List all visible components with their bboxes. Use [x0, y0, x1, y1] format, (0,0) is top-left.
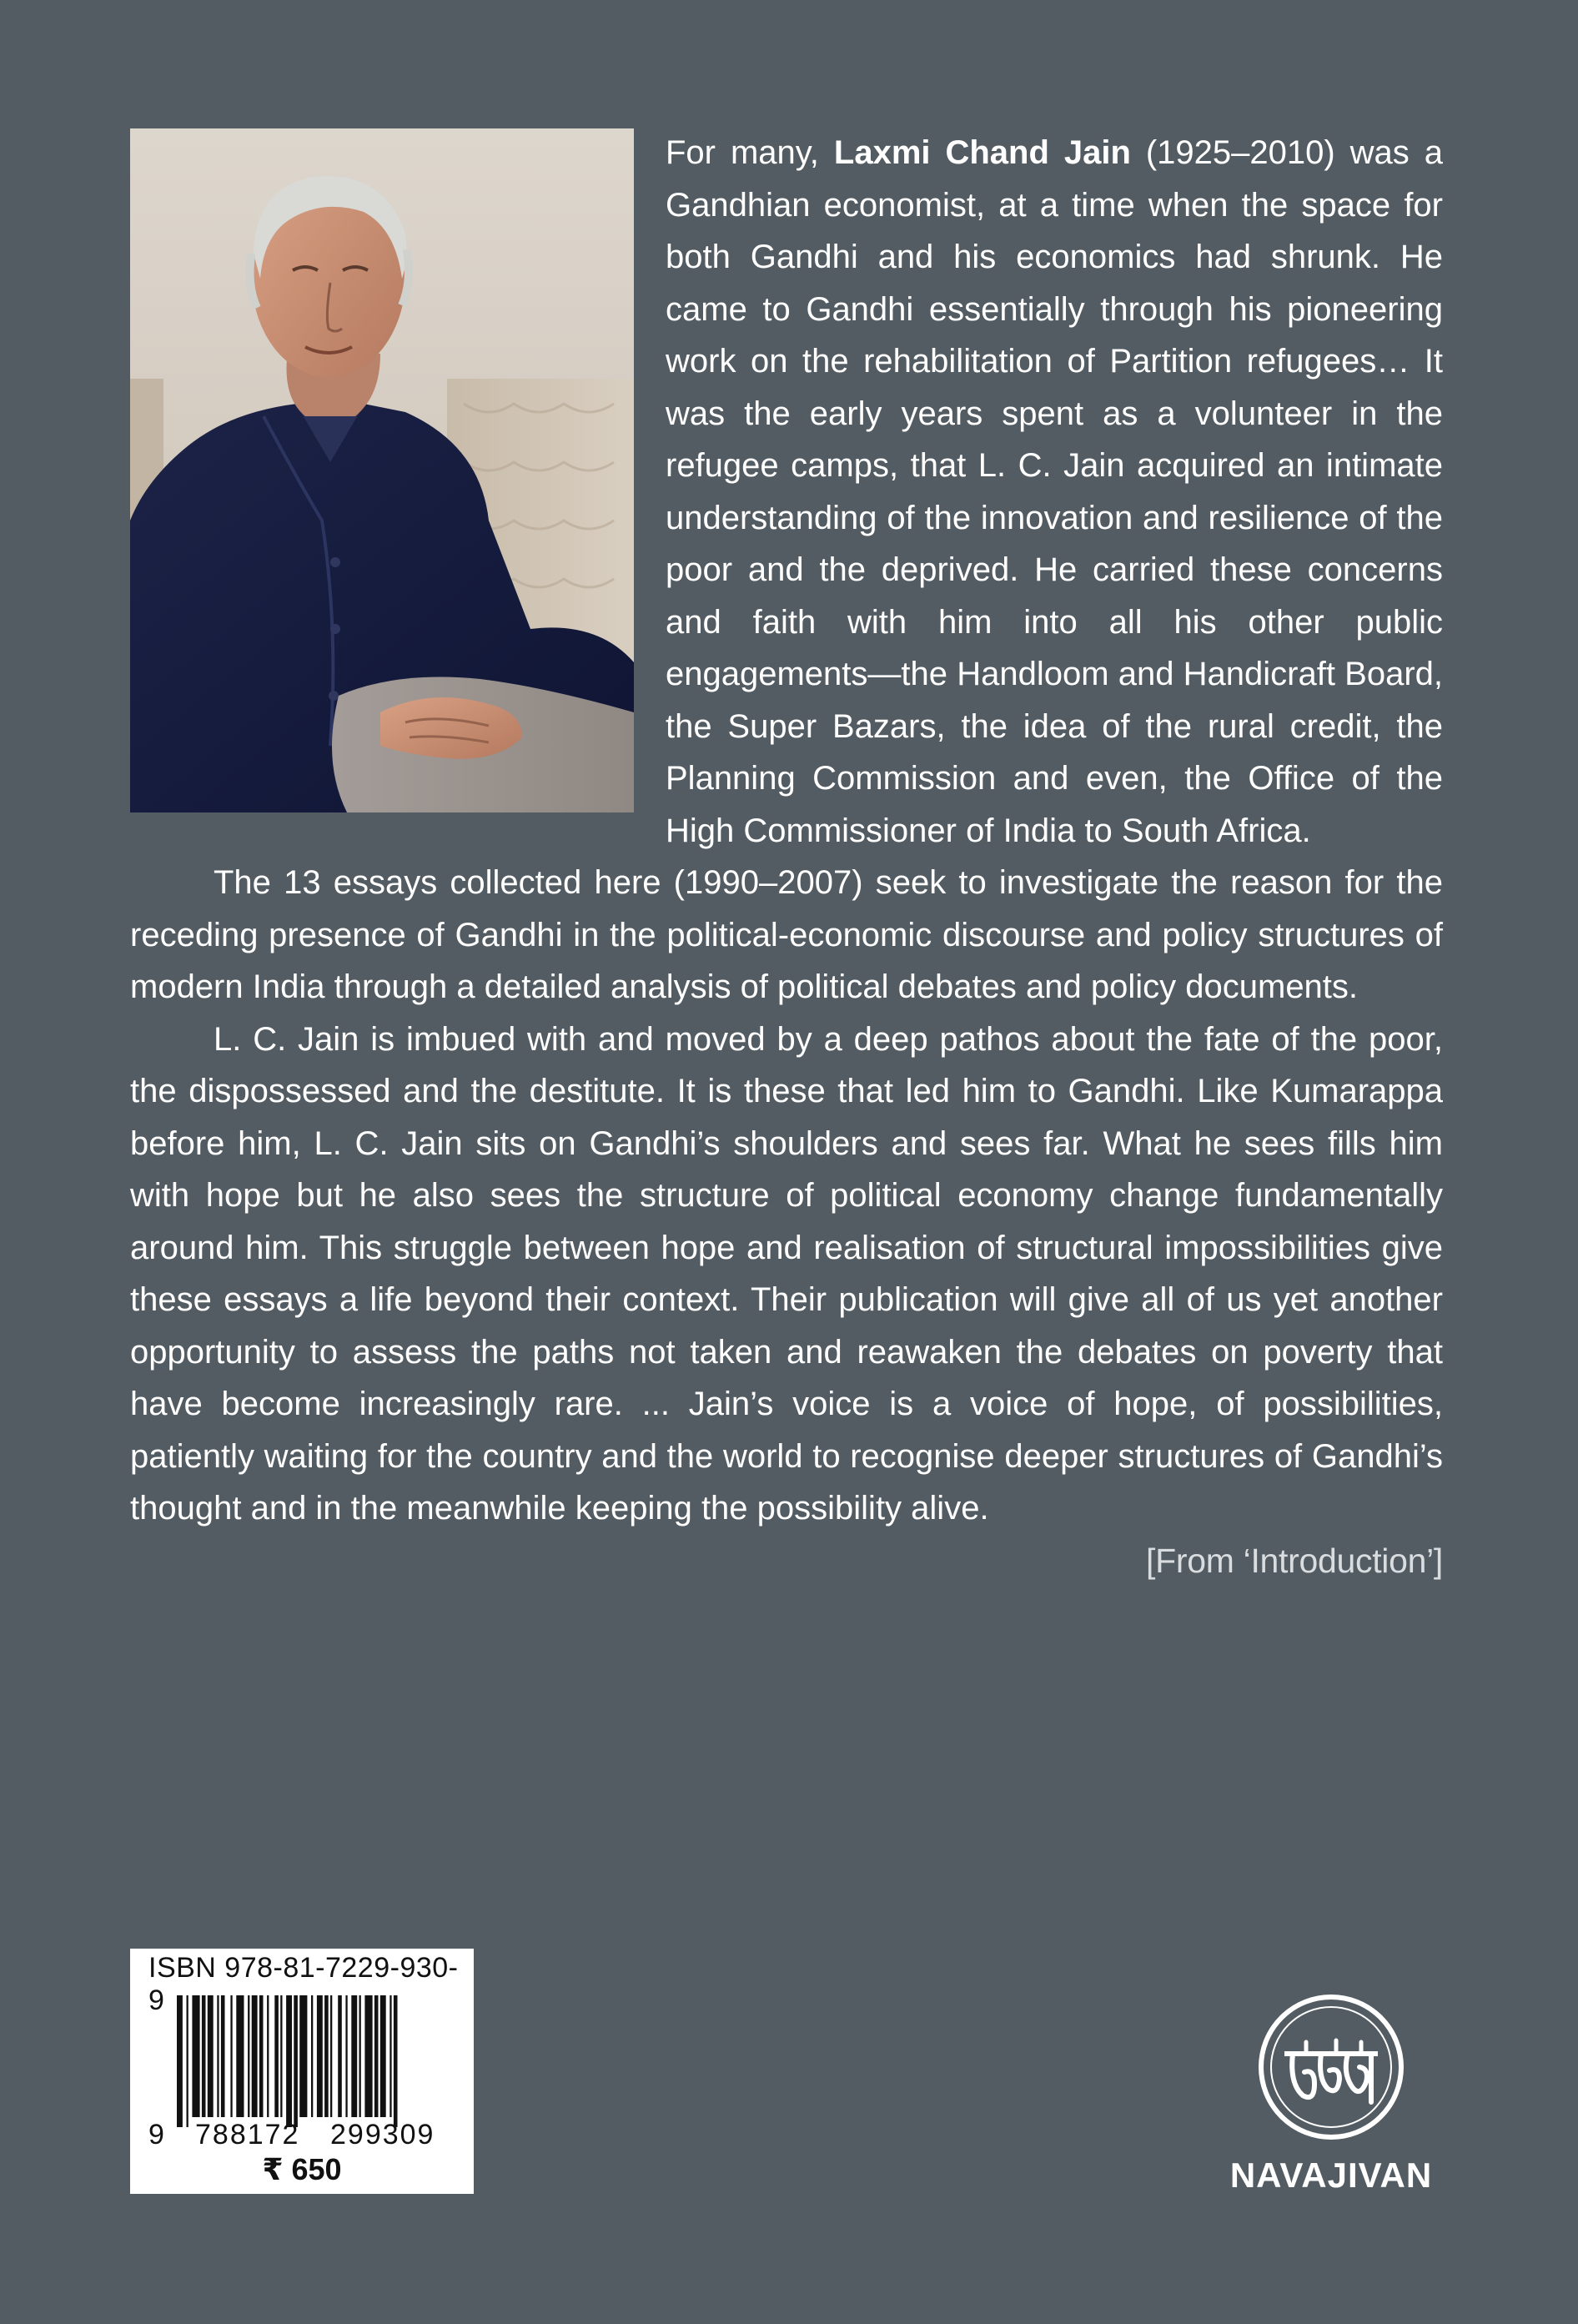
- barcode-bar: [267, 1995, 269, 2117]
- barcode-bar: [311, 1995, 313, 2117]
- barcode-bar: [259, 1995, 264, 2117]
- barcode-bar: [324, 1995, 329, 2117]
- isbn-barcode: [130, 1949, 474, 2194]
- author-name: Laxmi Chand Jain: [833, 134, 1131, 171]
- barcode-bar: [345, 1995, 347, 2117]
- barcode-bar: [280, 1995, 282, 2117]
- barcode-bar: [221, 1995, 225, 2117]
- barcode-bar: [338, 1995, 342, 2117]
- barcode-bar: [294, 1995, 298, 2127]
- barcode-bars: [177, 1995, 457, 2127]
- author-portrait: [130, 128, 634, 812]
- blurb-paragraph-3: L. C. Jain is imbued with and moved by a deep pathos about the fate of the poor, the dispossessed and the destitute. It is these that led him to Gandhi. Like Kumarappa before him, L. C. Jain sits on Gandhi’s shoulders and sees far. What he sees fills him with hope but he also sees the structure of political economy change fundamentally around him. This struggle between hope and realisation of structural impossibilities give these essays a life beyond their context. Their publication will give all of us yet another opportunity to assess the paths not taken and reawaken the debates on poverty that have become increasingly rare. ... Jain’s voice is a voice of hope, of possibilities, patiently waiting for the country and the world to recognise deeper structures of Gandhi’s thought and in the meanwhile keeping the possibility alive.: [130, 1020, 1443, 1527]
- barcode-bar: [202, 1995, 206, 2117]
- barcode-bar: [230, 1995, 232, 2117]
- barcode-bar: [374, 1995, 379, 2117]
- barcode-bar: [217, 1995, 219, 2117]
- barcode-bar: [177, 1995, 183, 2127]
- blurb-paragraph-1-intro: For many,: [666, 134, 834, 171]
- isbn-label: ISBN 978-81-7229-930-9: [148, 1952, 459, 2016]
- price-label: ₹ 650: [262, 2152, 342, 2186]
- barcode-bar: [208, 1995, 214, 2117]
- blurb-paragraph-2: The 13 essays collected here (1990–2007) seek to investigate the reason for the receding presence of Gandhi in the political-economic discourse and policy structures of modern India through a detailed analysis of political debates and policy documents.: [130, 864, 1443, 1005]
- navajivan-logo-icon: [1256, 1992, 1406, 2142]
- publisher-name: NAVAJIVAN: [1229, 2155, 1433, 2195]
- barcode-bar: [380, 1995, 386, 2117]
- barcode-digits-left: 788172: [195, 2119, 300, 2150]
- back-cover-content: [130, 127, 1443, 1587]
- quote-source: [From ‘Introduction’]: [1146, 1541, 1443, 1580]
- barcode-bar: [252, 1995, 258, 2117]
- barcode-bar: [192, 1995, 199, 2117]
- barcode-bar: [359, 1995, 361, 2117]
- barcode-bar: [286, 1995, 292, 2127]
- barcode-bar: [187, 1995, 188, 2127]
- portrait-illustration: [130, 128, 634, 812]
- blurb-paragraph-1-body: (1925–2010) was a Gandhian economist, at a time when the space for both Gandhi and his economics had shrunk. He came to Gandhi essentially through his pioneering work on the rehabilitation of Partition refugees… It was the early years spent as a volunteer in the refugee camps, that L. C. Jain acquired an intimate understanding of the innovation and resilience of the poor and the deprived. He carried these concerns and faith with him into all his other public engagements—the Handloom and Handicraft Board, the Super Bazars, the idea of the rural credit, the Planning Commission and even, the Office of the High Commissioner of India to South Africa.: [666, 134, 1444, 849]
- barcode-digits-right: 299309: [330, 2119, 435, 2150]
- barcode-bar: [351, 1995, 357, 2117]
- barcode-bar: [394, 1995, 398, 2127]
- barcode-bar: [317, 1995, 323, 2117]
- barcode-bar: [330, 1995, 332, 2117]
- barcode-bar: [274, 1995, 279, 2117]
- barcode-bar: [364, 1995, 372, 2117]
- barcode-digit-first: 9: [148, 2119, 164, 2150]
- barcode-bar: [299, 1995, 307, 2117]
- barcode-bar: [389, 1995, 391, 2117]
- barcode-bar: [248, 1995, 249, 2117]
- barcode-bar: [236, 1995, 244, 2117]
